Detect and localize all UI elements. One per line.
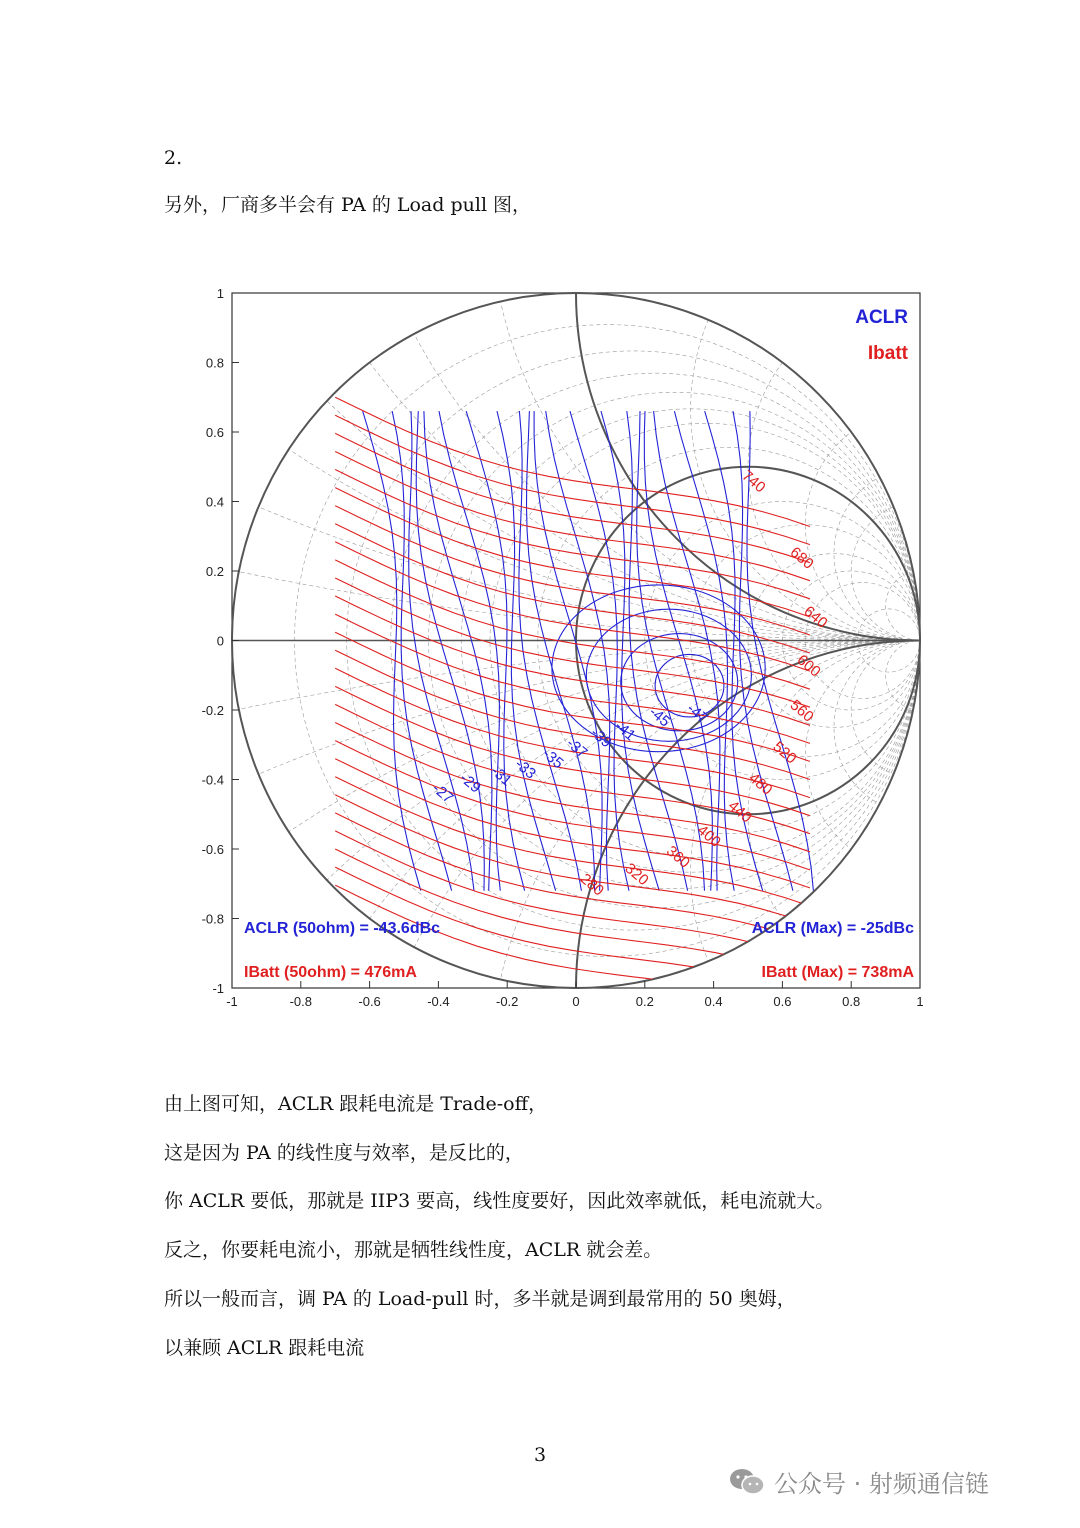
legend-ibatt: Ibatt [867, 343, 908, 364]
annotation-ibatt-max: IBatt (Max) = 738mA [761, 964, 914, 981]
paragraph-6: 以兼顾 ACLR 跟耗电流 [164, 1337, 365, 1359]
watermark [728, 1464, 989, 1499]
y-tick-label: 0.2 [205, 564, 224, 579]
aclr-contour-label: -33 [511, 755, 540, 783]
legend-aclr: ACLR [855, 307, 908, 328]
aclr-contour-label: -41 [611, 717, 639, 745]
ibatt-contour-label: 440 [724, 797, 755, 827]
y-tick-label: 0 [216, 633, 224, 649]
ibatt-contour-label: 740 [738, 467, 769, 497]
y-tick-label: -0.4 [201, 772, 224, 788]
y-tick-label: 0.4 [205, 494, 224, 510]
ibatt-contour-label: 400 [693, 821, 724, 851]
aclr-contour-label: -31 [487, 762, 515, 790]
ibatt-contour-label: 560 [786, 696, 817, 726]
section-number: 2. [164, 147, 183, 169]
aclr-contour-label: -45 [645, 703, 674, 731]
paragraph-4: 反之，你要耗电流小，那就是牺牲线性度，ACLR 就会差。 [164, 1239, 663, 1261]
x-tick-label: 0.8 [842, 994, 861, 1009]
ibatt-contour-label: 680 [786, 543, 817, 573]
x-tick-label: 0 [572, 994, 580, 1009]
y-tick-label: -1 [212, 981, 224, 996]
aclr-contour-label: -35 [539, 745, 567, 773]
x-tick-label: 1 [916, 994, 924, 1009]
x-tick-label: -1 [226, 994, 238, 1009]
x-tick-label: 0.4 [704, 994, 723, 1009]
x-tick-label: -0.6 [358, 994, 381, 1009]
ibatt-contour-label: 480 [745, 769, 776, 799]
aclr-contour-label: -29 [456, 769, 485, 797]
y-tick-label: 1 [216, 286, 224, 301]
annotation-ibatt-50ohm: IBatt (50ohm) = 476mA [244, 964, 417, 981]
ibatt-contour-label: 640 [800, 602, 831, 632]
aclr-contour-label: -39 [587, 724, 615, 752]
ibatt-contour-label: 320 [621, 859, 652, 890]
annotation-aclr-max: ACLR (Max) = -25dBc [751, 920, 914, 937]
aclr-contour-label: -27 [428, 779, 457, 807]
x-tick-label: 0.2 [635, 994, 654, 1009]
watermark-text: 公众号 · 射频通信链 [774, 1470, 989, 1498]
paragraph-2: 这是因为 PA 的线性度与效率，是反比的， [164, 1142, 524, 1164]
page-number: 3 [533, 1444, 547, 1466]
x-tick-label: -0.4 [427, 994, 450, 1009]
ibatt-contour-label: 280 [576, 870, 607, 900]
x-tick-label: -0.8 [289, 994, 313, 1009]
aclr-contour-label: -47 [683, 700, 712, 728]
y-tick-label: 0.8 [205, 355, 224, 371]
paragraph-5: 所以一般而言，调 PA 的 Load-pull 时，多半就是调到最常用的 50 奥姆， [164, 1288, 796, 1310]
x-tick-label: -0.2 [495, 994, 519, 1009]
ibatt-contour-label: 520 [769, 738, 800, 768]
ibatt-contour-label: 600 [793, 651, 824, 681]
y-tick-label: -0.2 [201, 703, 224, 718]
paragraph-3: 你 ACLR 要低，那就是 IIP3 要高，线性度要好，因此效率就低，耗电流就大。 [164, 1190, 835, 1212]
x-tick-label: 0.6 [773, 994, 792, 1009]
aclr-contour-label: -37 [563, 734, 591, 762]
intro-paragraph: 另外，厂商多半会有 PA 的 Load pull 图， [164, 194, 532, 216]
ibatt-contour-label: 360 [662, 842, 693, 872]
y-tick-label: -0.6 [201, 842, 224, 857]
y-tick-label: 0.6 [205, 425, 224, 440]
load-pull-chart [180, 276, 940, 1026]
wechat-icon [728, 1467, 766, 1497]
annotation-aclr-50ohm: ACLR (50ohm) = -43.6dBc [244, 920, 441, 937]
y-tick-label: -0.8 [201, 911, 224, 927]
paragraph-1: 由上图可知，ACLR 跟耗电流是 Trade-off， [164, 1093, 548, 1115]
